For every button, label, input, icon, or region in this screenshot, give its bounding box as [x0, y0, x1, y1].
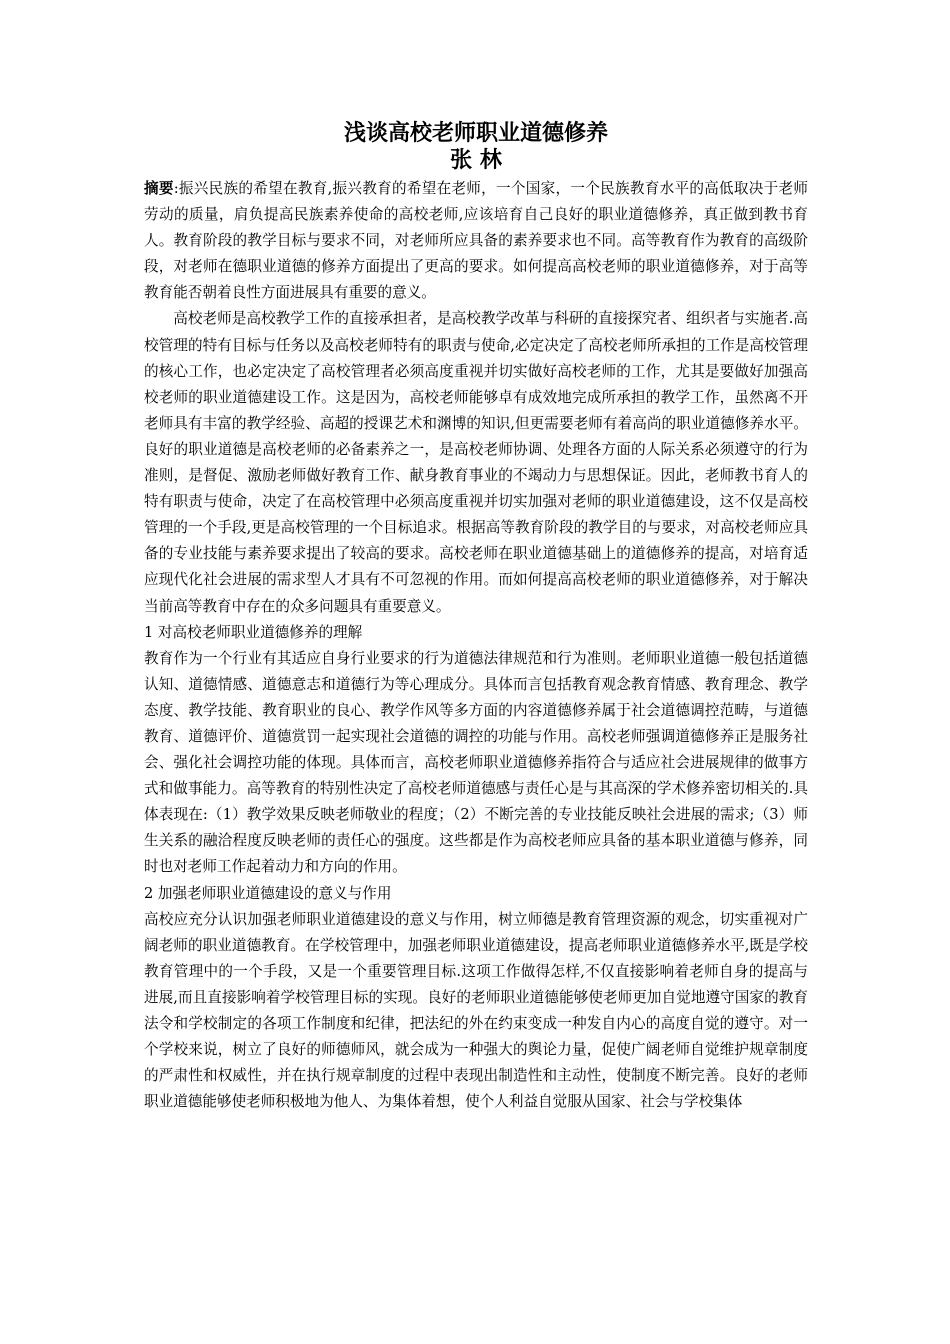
section2-paragraph: 高校应充分认识加强老师职业道德建设的意义与作用，树立师德是教育管理资源的观念，切实重视对广阔老师的职业道德教育。在学校管理中，加强老师职业道德建设，提高老师职业道德修养水平,既是学校教育管理中的一个手段，又是一个重要管理目标.这项工作做得怎样,不仅直接影响着老师自身的提高与进展,而且直接影响着学校管理目标的实现。良好的老师职业道德能够使老师更加自觉地遵守国家的教育法令和学校制定的各项工作制度和纪律，把法纪的外在约束变成一种发自内心的高度自觉的遵守。对一个学校来说，树立了良好的师德师风，就会成为一种强大的舆论力量，促使广阔老师自觉维护规章制度的严肃性和权威性，并在执行规章制度的过程中表现出制造性和主动性，使制度不断完善。良好的老师职业道德能够使老师积极地为他人、为集体着想，使个人利益自觉服从国家、社会与学校集体: [144, 910, 808, 1111]
intro-paragraph: 高校老师是高校教学工作的直接承担者，是高校教学改革与科研的直接探究者、组织者与实施者.高校管理的特有目标与任务以及高校老师特有的职责与使命,必定决定了高校老师所承担的工作是高校管理的核心工作，也必定决定了高校管理者必须高度重视并切实做好高校老师的工作，尤其是要做好加强高校老师的职业道德建设工作。这是因为，高校老师能够卓有成效地完成所承担的教学工作，虽然离不开老师具有丰富的教学经验、高超的授课艺术和渊博的知识,但更需要老师有着高尚的职业道德修养水平。良好的职业道德是高校老师的必备素养之一，是高校老师协调、处理各方面的人际关系必须遵守的行为准则，是督促、激励老师做好教育工作、献身教育事业的不竭动力与思想保证。因此，老师教书育人的特有职责与使命，决定了在高校管理中必须高度重视并切实加强对老师的职业道德建设，这不仅是高校管理的一个手段,更是高校管理的一个目标追求。根据高等教育阶段的教学目的与要求，对高校老师应具备的专业技能与素养要求提出了较高的要求。高校老师在职业道德基础上的道德修养的提高，对培育适应现代化社会进展的需求型人才具有不可忽视的作用。而如何提高高校老师的职业道德修养，对于解决当前高等教育中存在的众多问题具有重要意义。: [144, 310, 808, 615]
document-page: [144, 120, 808, 1115]
abstract-text: :振兴民族的希望在教育,振兴教育的希望在老师，一个国家，一个民族教育水平的高低取决于老师劳动的质量，肩负提高民族素养使命的高校老师,应该培育自己良好的职业道德修养，真正做到教书育人。教育阶段的教学目标与要求不同，对老师所应具备的素养要求也不同。高等教育作为教育的高级阶段，对老师在德职业道德的修养方面提出了更高的要求。如何提高高校老师的职业道德修养，对于高等教育能否朝着良性方面进展具有重要的意义。: [144, 180, 808, 302]
abstract-paragraph: [144, 176, 808, 306]
document-title: 浅谈高校老师职业道德修养: [343, 121, 608, 146]
section1-heading: 1 对高校老师职业道德修养的理解: [144, 623, 363, 641]
abstract-label: 摘要: [144, 180, 174, 197]
section2-heading: 2 加强老师职业道德建设的意义与作用: [144, 884, 392, 902]
section1-paragraph: 教育作为一个行业有其适应自身行业要求的行为道德法律规范和行为准则。老师职业道德一般包括道德认知、道德情感、道德意志和道德行为等心理成分。具体而言包括教育观念教育情感、教育理念、教学态度、教学技能、教育职业的良心、教学作风等多方面的内容道德修养属于社会道德调控范畴，与道德教育、道德评价、道德赏罚一起实现社会道德的调控的功能与作用。高校老师强调道德修养正是服务社会、强化社会调控功能的体现。具体而言，高校老师职业道德修养指符合与适应社会进展规律的做事方式和做事能力。高等教育的特别性决定了高校老师道德感与责任心是与其高深的学术修养密切相关的.具体表现在:（1）教学效果反映老师敬业的程度；（2）不断完善的专业技能反映社会进展的需求;（3）师生关系的融洽程度反映老师的责任心的强度。这些都是作为高校老师应具备的基本职业道德与修养，同时也对老师工作起着动力和方向的作用。: [144, 649, 808, 876]
document-author: 张 林: [450, 148, 502, 173]
